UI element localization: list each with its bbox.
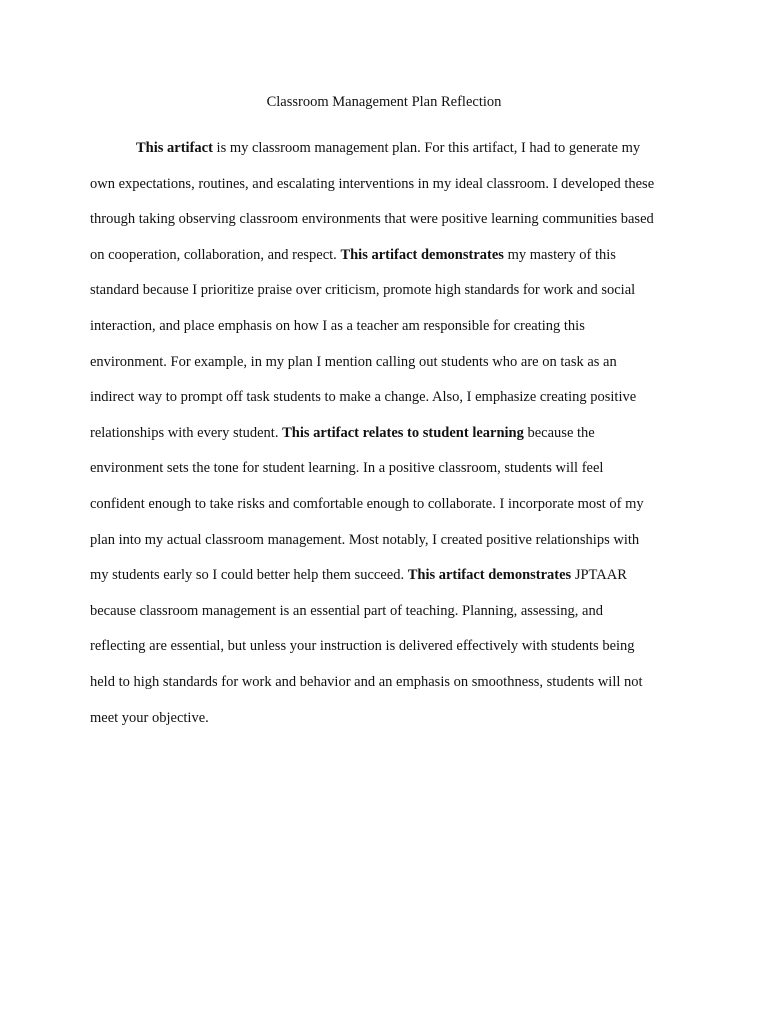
paragraph-line — [90, 423, 690, 459]
text-run: plan into my actual classroom management. Most notably, I created positive relationships with — [90, 531, 640, 548]
bold-phrase: This artifact — [136, 140, 213, 156]
paragraph-line — [90, 708, 690, 744]
paragraph-line — [90, 174, 690, 210]
paragraph-line — [90, 565, 690, 601]
text-run: my mastery of this — [503, 246, 616, 263]
paragraph-line — [90, 280, 690, 316]
paragraph-line — [90, 494, 690, 530]
text-run: interaction, and place emphasis on how I as a teacher am responsible for creating this — [90, 317, 585, 334]
paragraph-line — [90, 672, 690, 708]
text-run: because classroom management is an essential part of teaching. Planning, assessing, and — [90, 602, 603, 619]
text-run: meet your objective. — [90, 709, 209, 726]
text-run: because the — [523, 424, 595, 441]
text-run: is my classroom management plan. For this artifact, I had to generate my — [212, 140, 641, 156]
paragraph-line — [90, 636, 690, 672]
text-run: my students early so I could better help them succeed. — [90, 567, 408, 584]
text-run: standard because I prioritize praise over criticism, promote high standards for work and social — [90, 282, 636, 299]
document-title: Classroom Management Plan Reflection — [266, 94, 502, 110]
paragraph-line — [90, 209, 690, 245]
paragraph-line — [90, 387, 690, 423]
text-run: environment sets the tone for student learning. In a positive classroom, students will feel — [90, 460, 604, 477]
paragraph-line — [90, 601, 690, 637]
text-run: held to high standards for work and behavior and an emphasis on smoothness, students will not — [90, 673, 643, 690]
text-run: environment. For example, in my plan I mention calling out students who are on task as an — [90, 353, 617, 370]
text-run: through taking observing classroom environments that were positive learning communities based — [90, 211, 654, 228]
paragraph-line — [90, 352, 690, 388]
bold-phrase: This artifact demonstrates — [407, 567, 572, 584]
bold-phrase: This artifact relates to student learning — [282, 424, 524, 441]
text-run: relationships with every student. — [90, 424, 283, 441]
text-run: own expectations, routines, and escalating interventions in my ideal classroom. I developed these — [90, 175, 655, 192]
reflection-paragraph — [90, 138, 690, 743]
text-run: confident enough to take risks and comfortable enough to collaborate. I incorporate most of my — [90, 495, 644, 512]
bold-phrase: This artifact demonstrates — [340, 246, 504, 263]
text-run: indirect way to prompt off task students to make a change. Also, I emphasize creating positive — [90, 389, 637, 406]
text-run: on cooperation, collaboration, and respect. — [90, 246, 341, 263]
paragraph-line — [90, 458, 690, 494]
paragraph-line — [90, 316, 690, 352]
paragraph-line — [90, 530, 690, 566]
text-run: reflecting are essential, but unless your instruction is delivered effectively with students being — [90, 638, 635, 655]
paragraph-line — [90, 245, 690, 281]
paragraph-line — [90, 138, 690, 174]
text-run: JPTAAR — [571, 567, 627, 584]
